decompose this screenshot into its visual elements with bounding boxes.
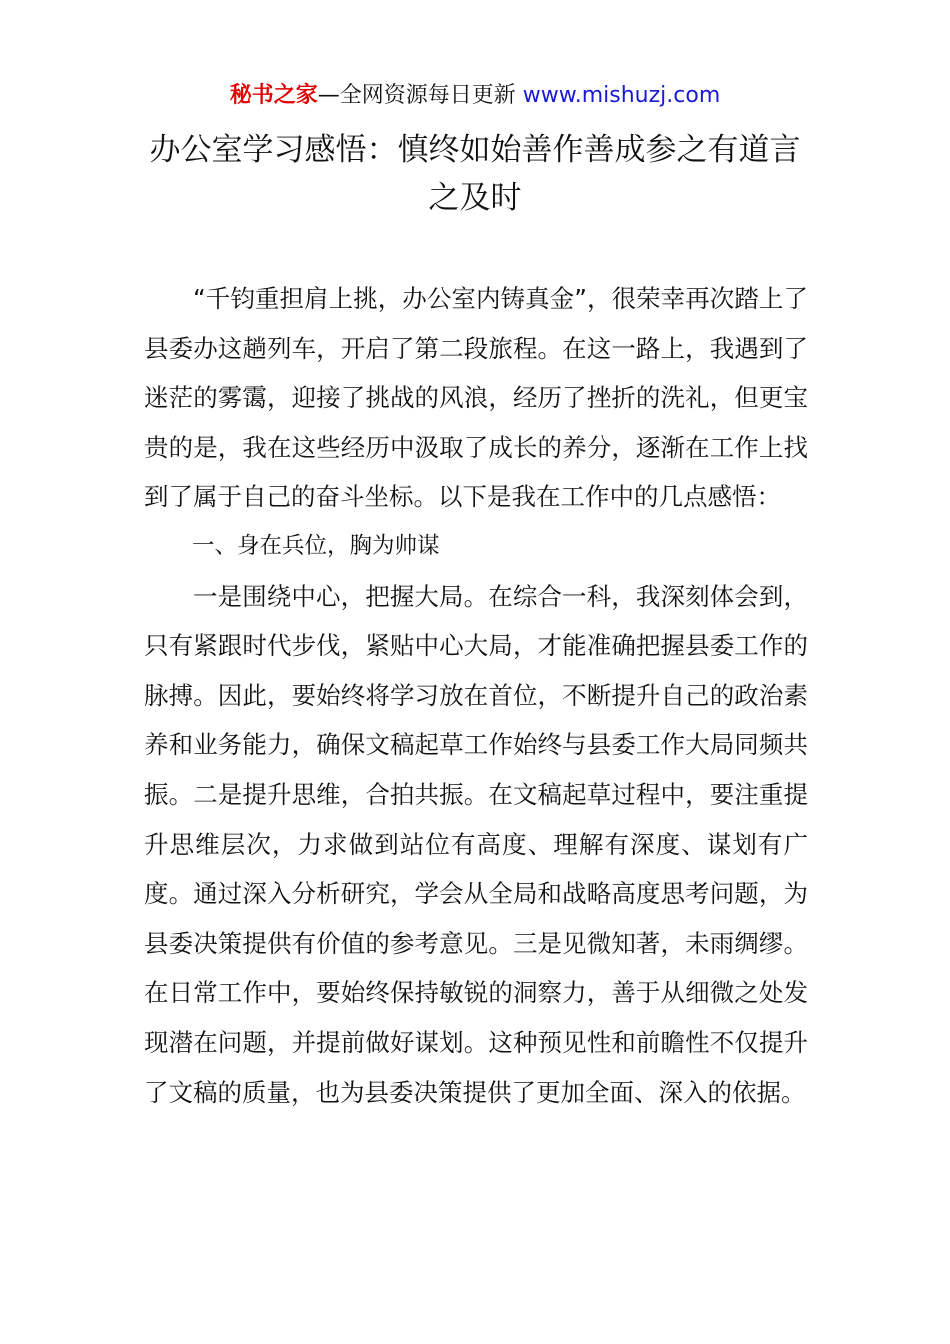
site-url-link[interactable]: www.mishuzj.com	[522, 83, 721, 108]
document-title: 办公室学习感悟：慎终如始善作善成参之有道言之及时	[149, 132, 801, 216]
body-paragraph: 一是围绕中心，把握大局。在综合一科，我深刻体会到，只有紧跟时代步伐，紧贴中心大局，才能准确把握县委工作的脉搏。因此，要始终将学习放在首位，不断提升自己的政治素养和业务能力，确保文稿起草工作始终与县委工作大局同频共振。二是提升思维，合拍共振。在文稿起草过程中，要注重提升思维层次，力求做到站位有高度、理解有深度、谋划有广度。通过深入分析研究，学会从全局和战略高度思考问题，为县委决策提供有价值的参考意见。三是见微知著，未雨绸缪。在日常工作中，要始终保持敏锐的洞察力，善于从细微之处发现潜在问题，并提前做好谋划。这种预见性和前瞻性不仅提升了文稿的质量，也为县委决策提供了更加全面、深入的依据。	[144, 581, 808, 1107]
header-slogan: —全网资源每日更新	[317, 83, 523, 108]
intro-paragraph: “千钧重担肩上挑，办公室内铸真金”，很荣幸再次踏上了县委办这趟列车，开启了第二段旅程。在这一路上，我遇到了迷茫的雾霭，迎接了挑战的风浪，经历了挫折的洗礼，但更宝贵的是，我在这些经历中汲取了成长的养分，逐渐在工作上找到了属于自己的奋斗坐标。以下是我在工作中的几点感悟：	[144, 284, 808, 512]
document-body	[144, 274, 808, 1117]
section-heading: 一、身在兵位，胸为帅谋	[192, 532, 440, 559]
site-header	[0, 80, 950, 112]
brand-name: 秘书之家	[229, 83, 318, 108]
